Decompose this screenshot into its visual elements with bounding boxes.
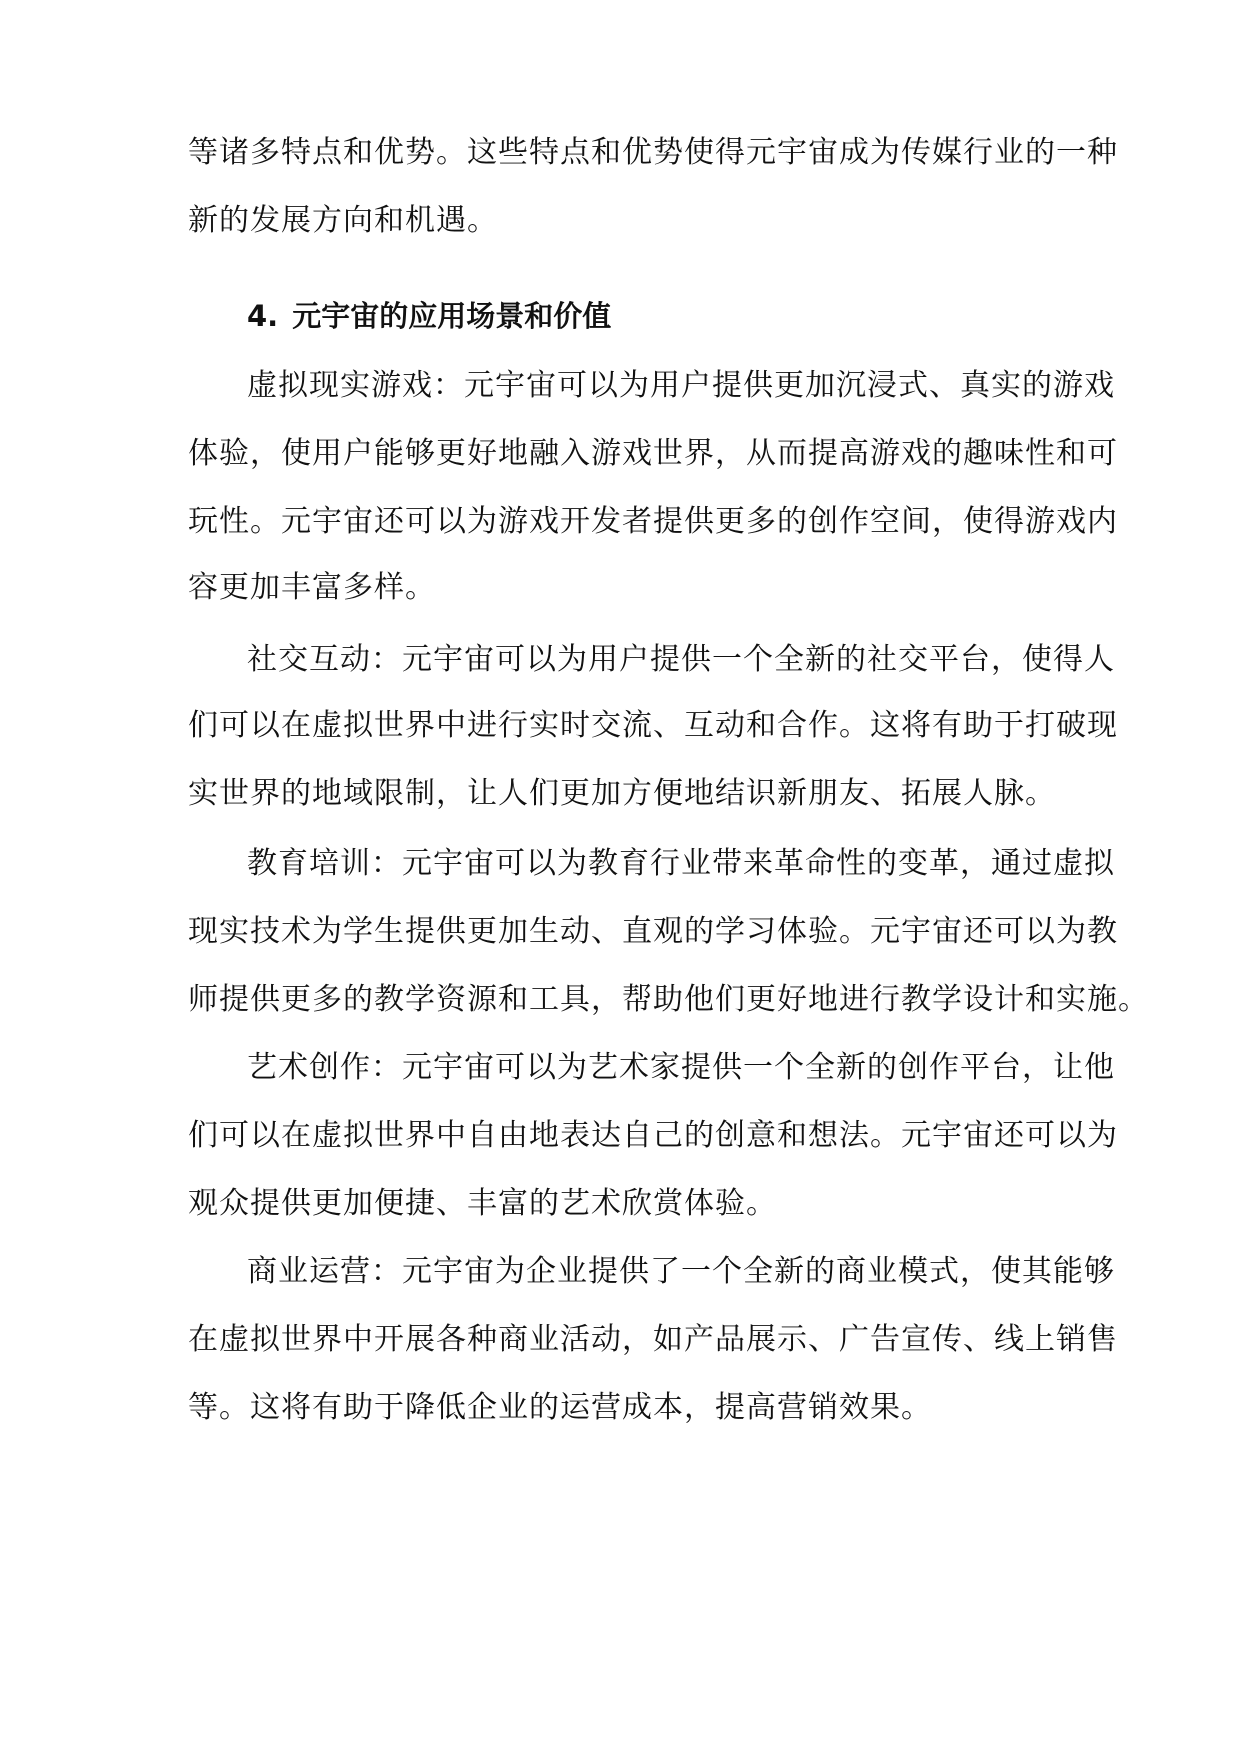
intro-line-2: 新的发展方向和机遇。 <box>188 203 498 238</box>
intro-line-1: 等诸多特点和优势。这些特点和优势使得元宇宙成为传媒行业的一种 <box>188 135 1118 170</box>
section-heading <box>247 296 611 336</box>
paragraph-line: 艺术创作：元宇宙可以为艺术家提供一个全新的创作平台，让他 <box>247 1050 1115 1085</box>
paragraph-line: 虚拟现实游戏：元宇宙可以为用户提供更加沉浸式、真实的游戏 <box>247 368 1115 403</box>
paragraph-line: 教育培训：元宇宙可以为教育行业带来革命性的变革，通过虚拟 <box>247 846 1115 881</box>
paragraph-line: 在虚拟世界中开展各种商业活动，如产品展示、广告宣传、线上销售 <box>188 1322 1118 1357</box>
section-title: 元宇宙的应用场景和价值 <box>292 299 612 333</box>
paragraph-line: 社交互动：元宇宙可以为用户提供一个全新的社交平台，使得人 <box>247 642 1115 677</box>
paragraph-line: 观众提供更加便捷、丰富的艺术欣赏体验。 <box>188 1186 777 1221</box>
section-number: 4. <box>247 299 279 333</box>
paragraph-line: 玩性。元宇宙还可以为游戏开发者提供更多的创作空间，使得游戏内 <box>188 504 1118 539</box>
paragraph-line: 容更加丰富多样。 <box>188 570 436 605</box>
paragraph-line: 体验，使用户能够更好地融入游戏世界，从而提高游戏的趣味性和可 <box>188 436 1118 471</box>
paragraph-line: 商业运营：元宇宙为企业提供了一个全新的商业模式，使其能够 <box>247 1254 1115 1289</box>
paragraph-line: 师提供更多的教学资源和工具，帮助他们更好地进行教学设计和实施。 <box>188 982 1149 1017</box>
paragraph-line: 们可以在虚拟世界中自由地表达自己的创意和想法。元宇宙还可以为 <box>188 1118 1118 1153</box>
paragraph-line: 们可以在虚拟世界中进行实时交流、互动和合作。这将有助于打破现 <box>188 708 1118 743</box>
paragraph-line: 实世界的地域限制，让人们更加方便地结识新朋友、拓展人脉。 <box>188 776 1056 811</box>
paragraph-line: 等。这将有助于降低企业的运营成本，提高营销效果。 <box>188 1390 932 1425</box>
paragraph-line: 现实技术为学生提供更加生动、直观的学习体验。元宇宙还可以为教 <box>188 914 1118 949</box>
